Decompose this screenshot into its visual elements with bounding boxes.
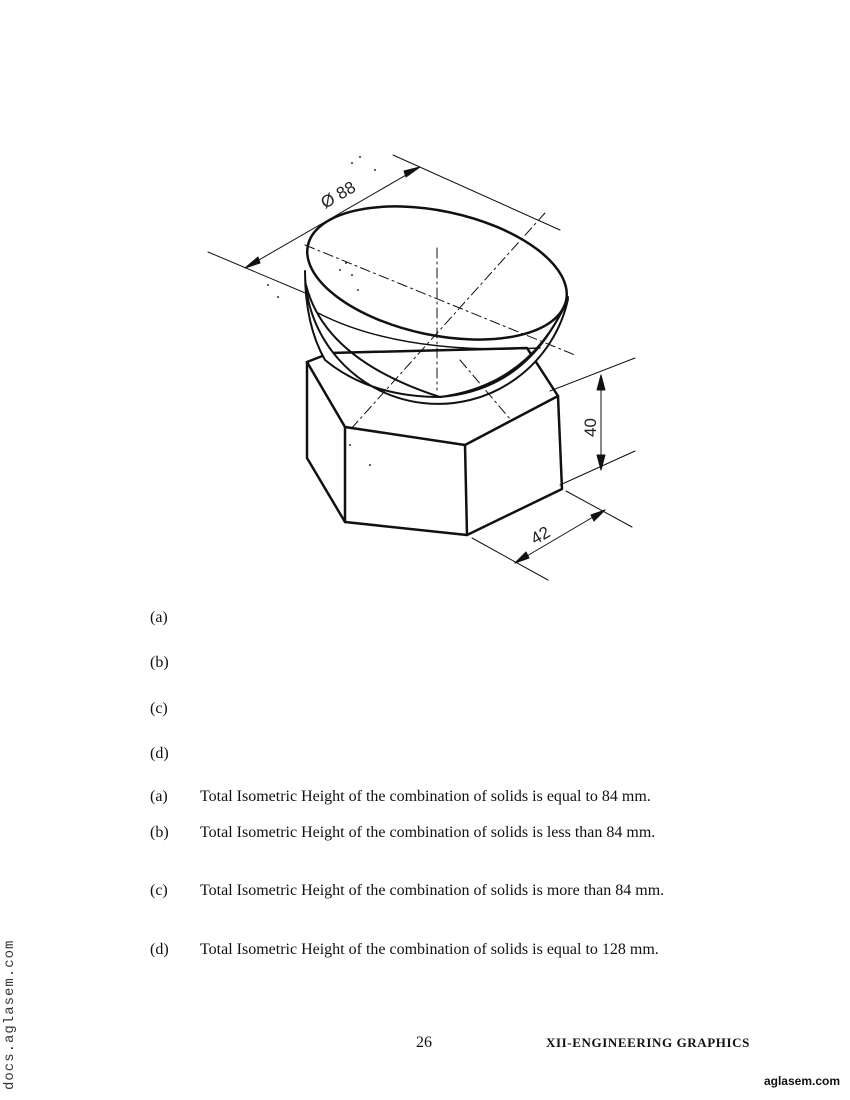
dimension-diameter-label: Ø 88 (317, 177, 359, 213)
answer-option-d (150, 939, 750, 961)
image-option-c: (c) (150, 700, 168, 717)
answer-label: (d) (150, 941, 169, 958)
answer-label: (a) (150, 788, 168, 805)
isometric-hemisphere-on-hexagonal-prism-icon (200, 145, 660, 590)
answer-text: Total Isometric Height of the combination of solids is equal to 128 mm. (200, 941, 659, 958)
extension-line-b (566, 491, 632, 527)
prism-front-face (345, 445, 467, 535)
page-number: 26 (416, 1034, 432, 1051)
answer-text: Total Isometric Height of the combination of solids is equal to 84 mm. (200, 788, 651, 805)
side-watermark: docs.aglasem.com (2, 939, 18, 1090)
image-option-a: (a) (150, 609, 168, 626)
dimension-side-label: 42 (527, 522, 554, 549)
document-title: XII-ENGINEERING GRAPHICS (545, 1035, 750, 1050)
answer-label: (b) (150, 824, 169, 841)
extension-line-top (550, 358, 635, 391)
answer-option-a (150, 786, 750, 808)
answer-text: Total Isometric Height of the combination of solids is more than 84 mm. (200, 882, 665, 899)
corner-brand: aglasem.com (763, 1074, 840, 1088)
image-option-b: (b) (150, 654, 169, 671)
dimension-line-side (515, 510, 605, 563)
answer-option-c (150, 880, 750, 902)
image-option-d: (d) (150, 745, 169, 762)
answer-label: (c) (150, 882, 168, 899)
dimension-height-label: 40 (581, 418, 600, 437)
answer-text: Total Isometric Height of the combination of solids is less than 84 mm. (200, 824, 656, 841)
isometric-figure (200, 145, 660, 590)
answer-option-b (150, 822, 750, 844)
